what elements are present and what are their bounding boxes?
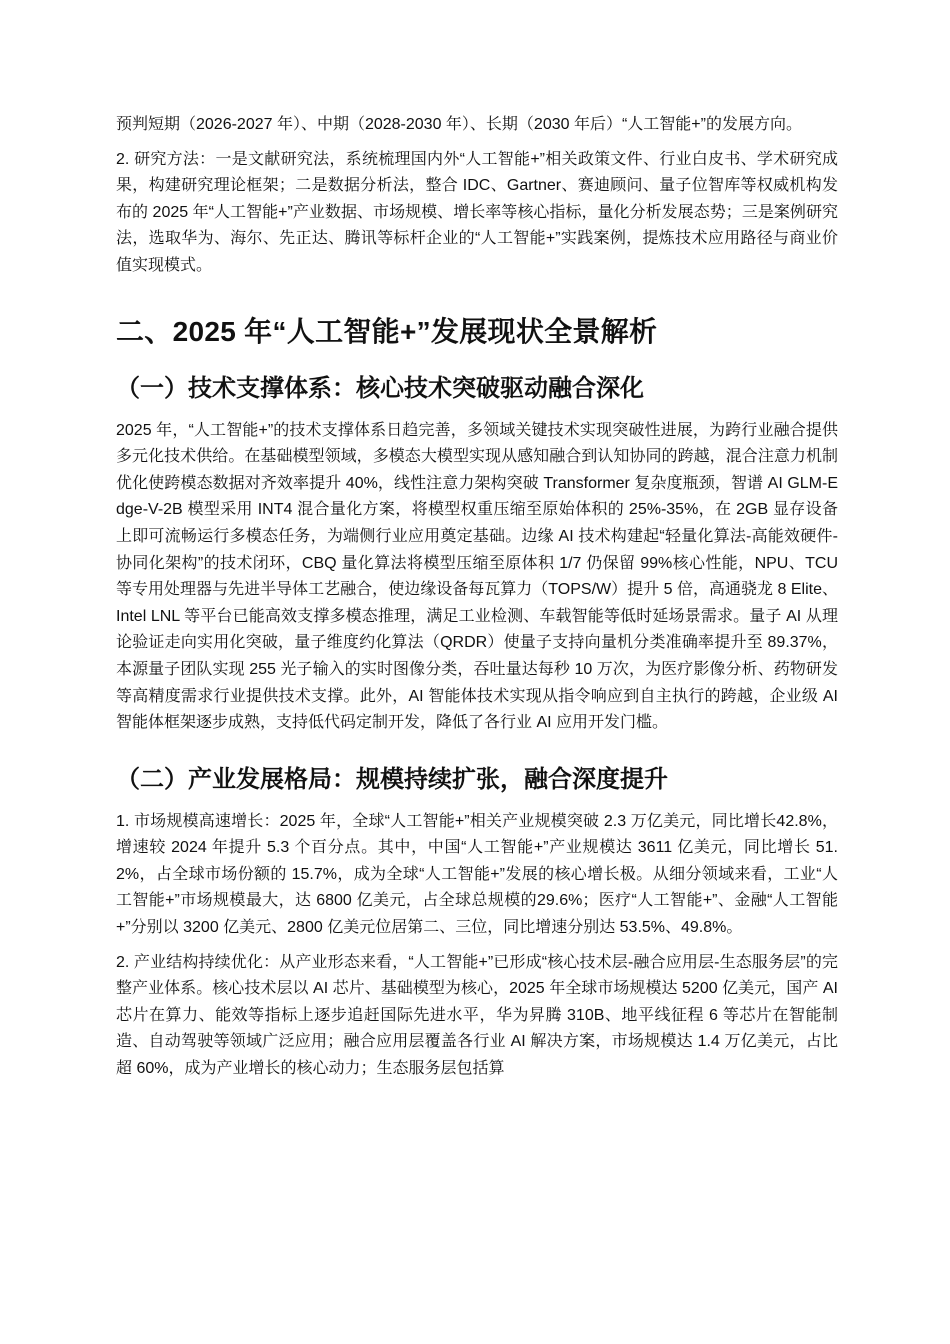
intro-paragraph-research-methods: 2. 研究方法：一是文献研究法，系统梳理国内外“人工智能+”相关政策文件、行业白皮书、学术研究成果，构建研究理论框架；二是数据分析法，整合 IDC、Gartner、赛迪顾问、量子位智库等权威机构发布的 2025 年“人工智能+”产业数据、市场规模、增长率等核心指标，量化分析发展态势；三是案例研究法，选取华为、海尔、先正达、腾讯等标杆企业的“人工智能+”实践案例，提炼技术应用路径与商业价值实现模式。 bbox=[116, 150, 838, 274]
subsection-2-heading: （二）产业发展格局：规模持续扩张，融合深度提升 bbox=[116, 765, 668, 793]
subsection-1-body: 2025 年，“人工智能+”的技术支撑体系日趋完善，多领域关键技术实现突破性进展，为跨行业融合提供多元化技术供给。在基础模型领域，多模态大模型实现从感知融合到认知协同的跨越，混合注意力机制优化使跨模态数据对齐效率提升 40%，线性注意力架构突破 Transformer 复杂度瓶颈，智谱 AI GLM-Edge-V-2B 模型采用 INT4 混合量化方案，将模型权重压缩至原始体积的 25%-35%，在 2GB 显存设备上即可流畅运行多模态任务，为端侧行业应用奠定基础。边缘 AI 技术构建起“轻量化算法-高能效硬件-协同化架构”的技术闭环，CBQ 量化算法将模型压缩至原体积 1/7 仍保留 99%核心性能，NPU、TCU 等专用处理器与先进半导体工艺融合，使边缘设备每瓦算力（TOPS/W）提升 5 倍，高通骁龙 8 Elite、Intel LNL 等平台已能高效支撑多模态推理，满足工业检测、车载智能等低时延场景需求。量子 AI 从理论验证走向实用化突破，量子维度约化算法（QRDR）使量子支持向量机分类准确率提升至 89.37%，本源量子团队实现 255 光子输入的实时图像分类，吞吐量达每秒 10 万次，为医疗影像分析、药物研发等高精度需求行业提供技术支撑。此外，AI 智能体技术实现从指令响应到自主执行的跨越，企业级 AI 智能体框架逐步成熟，支持低代码定制开发，降低了各行业 AI 应用开发门槛。 bbox=[116, 421, 838, 732]
document-page bbox=[116, 112, 838, 1083]
subsection-2-paragraph-2: 2. 产业结构持续优化：从产业形态来看，“人工智能+”已形成“核心技术层-融合应用层-生态服务层”的完整产业体系。核心技术层以 AI 芯片、基础模型为核心，2025 年全球市场规模达 5200 亿美元，国产 AI 芯片在算力、能效等指标上逐步追赶国际先进水平，华为昇腾 310B、地平线征程 6 等芯片在智能制造、自动驾驶等领域广泛应用；融合应用层覆盖各行业 AI 解决方案，市场规模达 1.4 万亿美元，占比超 60%，成为产业增长的核心动力；生态服务层包括算 bbox=[116, 953, 838, 1078]
subsection-1-heading: （一）技术支撑体系：核心技术突破驱动融合深化 bbox=[116, 374, 644, 402]
section-2-heading: 二、2025 年“人工智能+”发展现状全景解析 bbox=[116, 315, 658, 347]
subsection-2-paragraph-1: 1. 市场规模高速增长：2025 年，全球“人工智能+”相关产业规模突破 2.3 万亿美元，同比增长42.8%，增速较 2024 年提升 5.3 个百分点。其中，中国“人工智能+”产业规模达 3611 亿美元，同比增长 51.2%，占全球市场份额的 15.7%，成为全球“人工智能+”发展的核心增长极。从细分领域来看，工业“人工智能+”市场规模最大，达 6800 亿美元，占全球总规模的29.6%；医疗“人工智能+”、金融“人工智能+”分别以 3200 亿美元、2800 亿美元位居第二、三位，同比增速分别达 53.5%、49.8%。 bbox=[116, 812, 838, 937]
intro-paragraph-1: 预判短期（2026-2027 年）、中期（2028-2030 年）、长期（2030 年后）“人工智能+”的发展方向。 bbox=[116, 116, 802, 133]
